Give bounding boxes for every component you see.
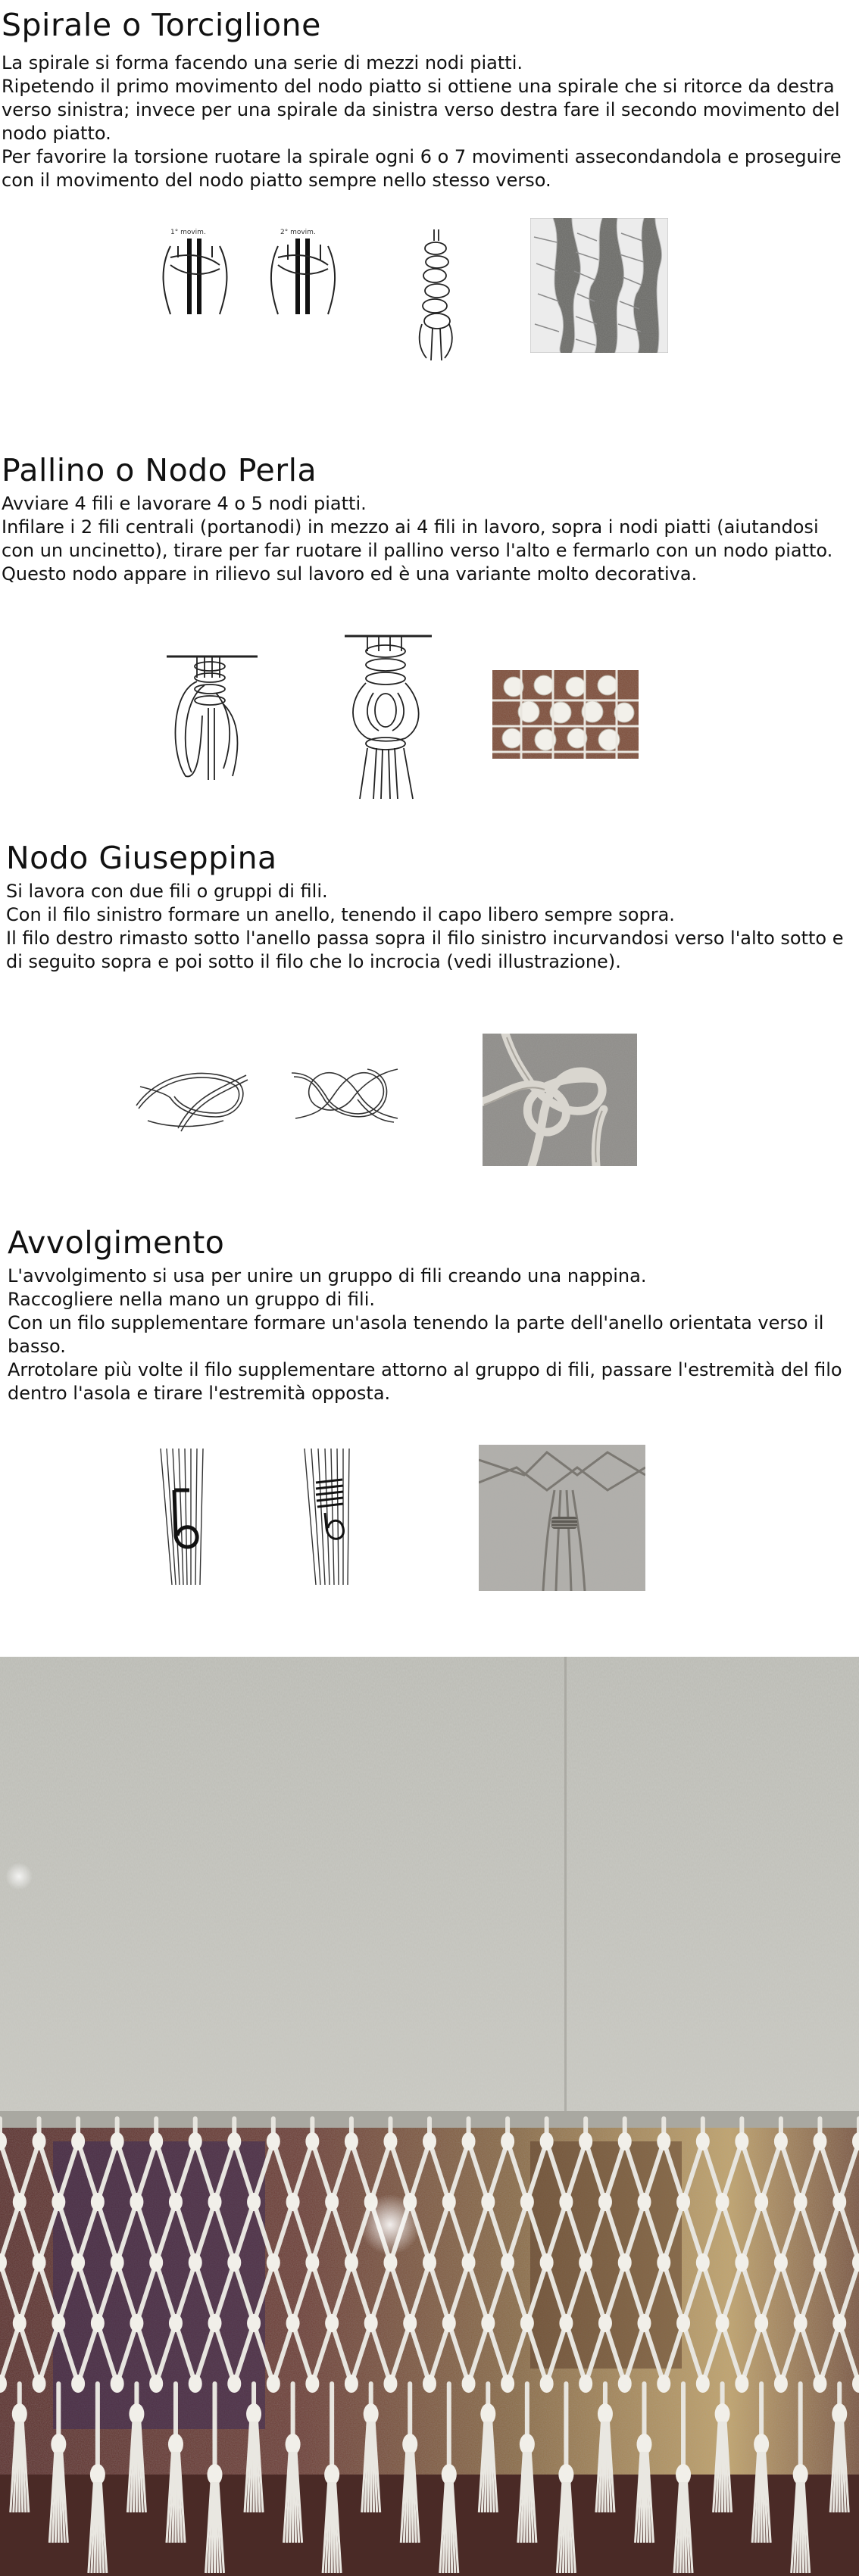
paragraph: Arrotolare più volte il filo supplementare attorno al gruppo di fili, passare l'estremità del filo dentro l'asola e tirare l'estremità opposta. <box>8 1359 842 1404</box>
macrame-curtain-photo <box>0 1657 859 2576</box>
paragraph: Con il filo sinistro formare un anello, tenendo il capo libero sempre sopra. <box>6 904 675 925</box>
section-text <box>0 51 856 192</box>
giuseppina-photo <box>483 1034 637 1166</box>
paragraph: Infilare i 2 fili centrali (portanodi) in mezzo ai 4 fili in lavoro, sopra i nodi piatti (aiutandosi con un uncinetto), tirare per far ruotare il pallino verso l'alto e fermarlo con un nodo piatto. <box>2 516 833 561</box>
paragraph: Con un filo supplementare formare un'asola tenendo la parte dell'anello orientata verso il basso. <box>8 1312 824 1357</box>
paragraph: Avviare 4 fili e lavorare 4 o 5 nodi piatti. <box>2 493 367 514</box>
pallino-diagram-step2 <box>337 628 439 803</box>
giuseppina-diagram-step1 <box>133 1053 254 1143</box>
pallino-photo <box>492 670 639 759</box>
paragraph: L'avvolgimento si usa per unire un gruppo di fili creando una nappina. <box>8 1265 647 1286</box>
section-spirale <box>0 8 859 192</box>
section-text <box>0 1265 848 1405</box>
spiral-photo <box>530 218 668 353</box>
figure-caption: 2° movim. <box>280 229 316 236</box>
spiral-diagram-step1 <box>155 223 235 322</box>
avvolgimento-diagram-step2 <box>293 1445 361 1589</box>
section-title: Nodo Giuseppina <box>6 840 277 876</box>
paragraph: Il filo destro rimasto sotto l'anello passa sopra il filo sinistro incurvandosi verso l'alto sotto e di seguito sopra e poi sotto il filo che lo incrocia (vedi illustrazione). <box>6 928 844 972</box>
figure-caption: 1° movim. <box>170 229 206 236</box>
paragraph: Per favorire la torsione ruotare la spirale ogni 6 o 7 movimenti assecondandola e proseguire con il movimento del nodo piatto sempre nello stesso verso. <box>2 146 842 191</box>
section-title: Avvolgimento <box>8 1224 225 1261</box>
avvolgimento-photo <box>479 1445 645 1591</box>
spiral-twist-diagram <box>405 226 466 362</box>
section-text <box>0 880 857 974</box>
section-pallino <box>0 453 859 586</box>
section-avvolgimento <box>0 1225 859 1405</box>
paragraph: Questo nodo appare in rilievo sul lavoro ed è una variante molto decorativa. <box>2 563 698 585</box>
avvolgimento-diagram-step1 <box>145 1445 214 1589</box>
section-giuseppina <box>0 840 859 974</box>
section-title: Pallino o Nodo Perla <box>2 452 317 488</box>
paragraph: Si lavora con due fili o gruppi di fili. <box>6 881 328 902</box>
paragraph: Ripetendo il primo movimento del nodo piatto si ottiene una spirale che si ritorce da destra verso sinistra; invece per una spirale da sinistra verso destra fare il secondo movimento del nodo piatto. <box>2 76 840 144</box>
section-title: Spirale o Torciglione <box>2 7 321 43</box>
paragraph: La spirale si forma facendo una serie di mezzi nodi piatti. <box>2 52 523 73</box>
paragraph: Raccogliere nella mano un gruppo di fili. <box>8 1289 376 1310</box>
giuseppina-diagram-step2 <box>288 1054 401 1137</box>
spiral-diagram-step2 <box>261 223 345 322</box>
pallino-diagram-step1 <box>163 647 261 784</box>
section-text <box>0 492 856 586</box>
